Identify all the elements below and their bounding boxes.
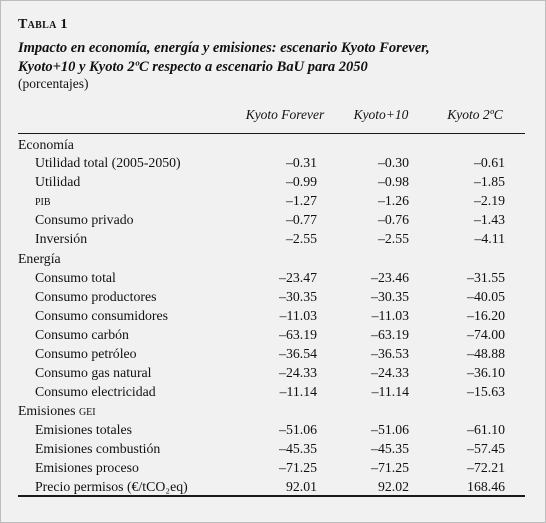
section-row-energia bbox=[1, 249, 546, 268]
cell-kyoto-2c: –0.61 bbox=[473, 155, 505, 170]
cell-kyoto-2c: 168.46 bbox=[467, 479, 505, 494]
cell-kyoto-2c: –74.00 bbox=[467, 327, 505, 342]
cell-kyoto-forever: –0.77 bbox=[285, 212, 317, 227]
row-label: Consumo electricidad bbox=[35, 384, 156, 399]
cell-kyoto-2c: –4.11 bbox=[474, 231, 505, 246]
row-label: Consumo total bbox=[35, 270, 116, 285]
table-label: Tabla 1 bbox=[18, 17, 68, 32]
cell-kyoto-10: –2.55 bbox=[377, 231, 409, 246]
row-label: Emisiones combustión bbox=[35, 441, 161, 456]
cell-kyoto-10: –36.53 bbox=[371, 346, 409, 361]
cell-kyoto-2c: –1.43 bbox=[473, 212, 505, 227]
table-title-line-2: Kyoto+10 y Kyoto 2ºC respecto a escenario BaU para 2050 bbox=[18, 59, 368, 75]
cell-kyoto-forever: –63.19 bbox=[279, 327, 317, 342]
cell-kyoto-10: –51.06 bbox=[371, 422, 409, 437]
row-label: Inversión bbox=[35, 231, 88, 246]
cell-kyoto-forever: 92.01 bbox=[285, 479, 317, 494]
table-row bbox=[1, 153, 546, 172]
row-label: Emisiones proceso bbox=[35, 460, 139, 475]
cell-kyoto-10: –11.03 bbox=[371, 308, 409, 323]
cell-kyoto-forever: –51.06 bbox=[279, 422, 317, 437]
table-row bbox=[1, 477, 546, 496]
cell-kyoto-2c: –72.21 bbox=[467, 460, 505, 475]
cell-kyoto-2c: –57.45 bbox=[467, 441, 505, 456]
cell-kyoto-forever: –24.33 bbox=[279, 365, 317, 380]
cell-kyoto-10: –1.26 bbox=[377, 193, 409, 208]
section-label bbox=[18, 249, 61, 268]
table-subtitle: (porcentajes) bbox=[18, 76, 89, 91]
cell-kyoto-forever: –71.25 bbox=[279, 460, 317, 475]
cell-kyoto-10: –0.30 bbox=[377, 155, 409, 170]
cell-kyoto-10: 92.02 bbox=[377, 479, 409, 494]
cell-kyoto-2c: –40.05 bbox=[467, 289, 505, 304]
row-label: Emisiones totales bbox=[35, 422, 132, 437]
cell-kyoto-forever: –11.03 bbox=[279, 308, 317, 323]
cell-kyoto-10: –45.35 bbox=[371, 441, 409, 456]
cell-kyoto-forever: –30.35 bbox=[279, 289, 317, 304]
section-name-suffix: gei bbox=[78, 403, 96, 418]
cell-kyoto-forever: –45.35 bbox=[279, 441, 317, 456]
row-label: Utilidad bbox=[35, 174, 81, 189]
cell-kyoto-2c: –61.10 bbox=[467, 422, 505, 437]
row-label: Consumo consumidores bbox=[35, 308, 168, 323]
row-label: Precio permisos (€/tCO₂eq) bbox=[35, 479, 188, 494]
cell-kyoto-2c: –31.55 bbox=[467, 270, 505, 285]
section-name: Energía bbox=[18, 251, 61, 266]
column-header-kyoto-10: Kyoto+10 bbox=[353, 107, 409, 122]
row-label: Consumo petróleo bbox=[35, 346, 137, 361]
cell-kyoto-10: –30.35 bbox=[371, 289, 409, 304]
table-row bbox=[1, 268, 546, 287]
cell-kyoto-forever: –36.54 bbox=[279, 346, 317, 361]
cell-kyoto-forever: –23.47 bbox=[279, 270, 317, 285]
table-row bbox=[1, 344, 546, 363]
cell-kyoto-forever: –2.55 bbox=[285, 231, 317, 246]
row-label: Consumo gas natural bbox=[35, 365, 152, 380]
section-label bbox=[18, 135, 74, 154]
section-name: Emisiones bbox=[18, 403, 76, 418]
row-label: Utilidad total (2005-2050) bbox=[35, 155, 181, 170]
table-row bbox=[1, 439, 546, 458]
table-row bbox=[1, 420, 546, 439]
cell-kyoto-10: –11.14 bbox=[371, 384, 409, 399]
cell-kyoto-2c: –15.63 bbox=[467, 384, 505, 399]
cell-kyoto-10: –0.76 bbox=[377, 212, 409, 227]
cell-kyoto-2c: –1.85 bbox=[473, 174, 505, 189]
cell-kyoto-2c: –16.20 bbox=[467, 308, 505, 323]
cell-kyoto-forever: –11.14 bbox=[279, 384, 317, 399]
cell-kyoto-forever: –0.31 bbox=[285, 155, 317, 170]
table-row bbox=[1, 306, 546, 325]
cell-kyoto-2c: –36.10 bbox=[467, 365, 505, 380]
row-label: pib bbox=[35, 193, 51, 208]
cell-kyoto-2c: –2.19 bbox=[473, 193, 505, 208]
bottom-rule bbox=[18, 495, 525, 497]
cell-kyoto-10: –24.33 bbox=[371, 365, 409, 380]
section-row-emisiones bbox=[1, 401, 546, 420]
cell-kyoto-2c: –48.88 bbox=[467, 346, 505, 361]
row-label: Consumo productores bbox=[35, 289, 157, 304]
section-row-economia bbox=[1, 135, 546, 154]
row-label: Consumo privado bbox=[35, 212, 134, 227]
cell-kyoto-10: –0.98 bbox=[377, 174, 409, 189]
cell-kyoto-forever: –1.27 bbox=[285, 193, 317, 208]
table-row bbox=[1, 382, 546, 401]
cell-kyoto-10: –23.46 bbox=[371, 270, 409, 285]
column-header-kyoto-forever: Kyoto Forever bbox=[245, 107, 325, 122]
section-name: Economía bbox=[18, 137, 74, 152]
column-header-kyoto-2c: Kyoto 2ºC bbox=[447, 107, 503, 122]
header-rule bbox=[18, 133, 525, 134]
table-row bbox=[1, 172, 546, 191]
table-row bbox=[1, 210, 546, 229]
table-row bbox=[1, 287, 546, 306]
table-row bbox=[1, 458, 546, 477]
row-label: Consumo carbón bbox=[35, 327, 129, 342]
table-row bbox=[1, 229, 546, 248]
table-row bbox=[1, 191, 546, 210]
cell-kyoto-forever: –0.99 bbox=[285, 174, 317, 189]
section-label bbox=[18, 401, 96, 420]
cell-kyoto-10: –71.25 bbox=[371, 460, 409, 475]
table-title-line-1: Impacto en economía, energía y emisiones: escenario Kyoto Forever, bbox=[18, 40, 430, 56]
table-row bbox=[1, 363, 546, 382]
cell-kyoto-10: –63.19 bbox=[371, 327, 409, 342]
table-row bbox=[1, 325, 546, 344]
